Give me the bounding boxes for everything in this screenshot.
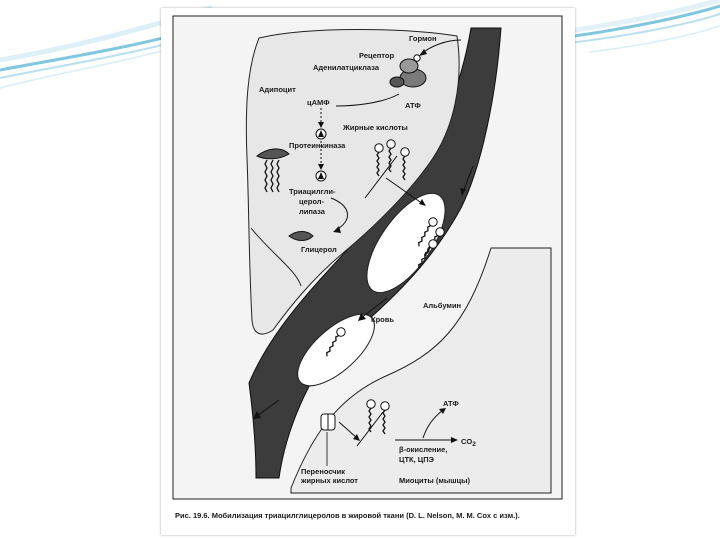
label-tag-lipase-3: липаза bbox=[299, 207, 325, 216]
label-blood: Кровь bbox=[371, 315, 394, 324]
label-albumin: Альбумин bbox=[423, 301, 462, 310]
label-atp-top: АТФ bbox=[405, 101, 421, 110]
label-beta-oxidation: β-окисление, bbox=[399, 445, 448, 454]
fatty-acid-transporter-icon bbox=[321, 414, 335, 430]
label-ctk-etc: ЦТК, ЦПЭ bbox=[399, 455, 435, 464]
label-glycerol: Глицерол bbox=[301, 245, 337, 254]
label-hormone: Гормон bbox=[409, 34, 437, 43]
label-camp: цАМФ bbox=[307, 98, 330, 107]
lipolysis-diagram bbox=[161, 8, 575, 535]
label-transporter-2: жирных кислот bbox=[301, 476, 358, 485]
label-myocytes: Миоциты (мышцы) bbox=[399, 476, 471, 485]
figure-caption: Рис. 19.6. Мобилизация триацилглицеролов в жировой ткани (D. L. Nelson, M. M. Cox с изм.). bbox=[175, 511, 520, 520]
label-fatty-acids: Жирные кислоты bbox=[343, 123, 408, 132]
label-tag-lipase-1: Триацилгли- bbox=[289, 187, 336, 196]
label-protein-kinase: Протеинкиназа bbox=[289, 141, 346, 150]
label-atp-bottom: АТФ bbox=[443, 399, 459, 408]
label-transporter-1: Переносчик bbox=[301, 467, 346, 476]
label-receptor: Рецептор bbox=[359, 51, 395, 60]
label-co2: CO2 bbox=[461, 437, 476, 448]
protein-kinase-icon bbox=[316, 129, 326, 139]
figure-frame bbox=[161, 8, 575, 535]
active-lipase-icon bbox=[316, 171, 326, 181]
label-adenylate-cyclase: Аденилатциклаза bbox=[313, 63, 379, 72]
label-tag-lipase-2: церол- bbox=[299, 197, 325, 206]
label-adipocyte: Адипоцит bbox=[259, 85, 296, 94]
